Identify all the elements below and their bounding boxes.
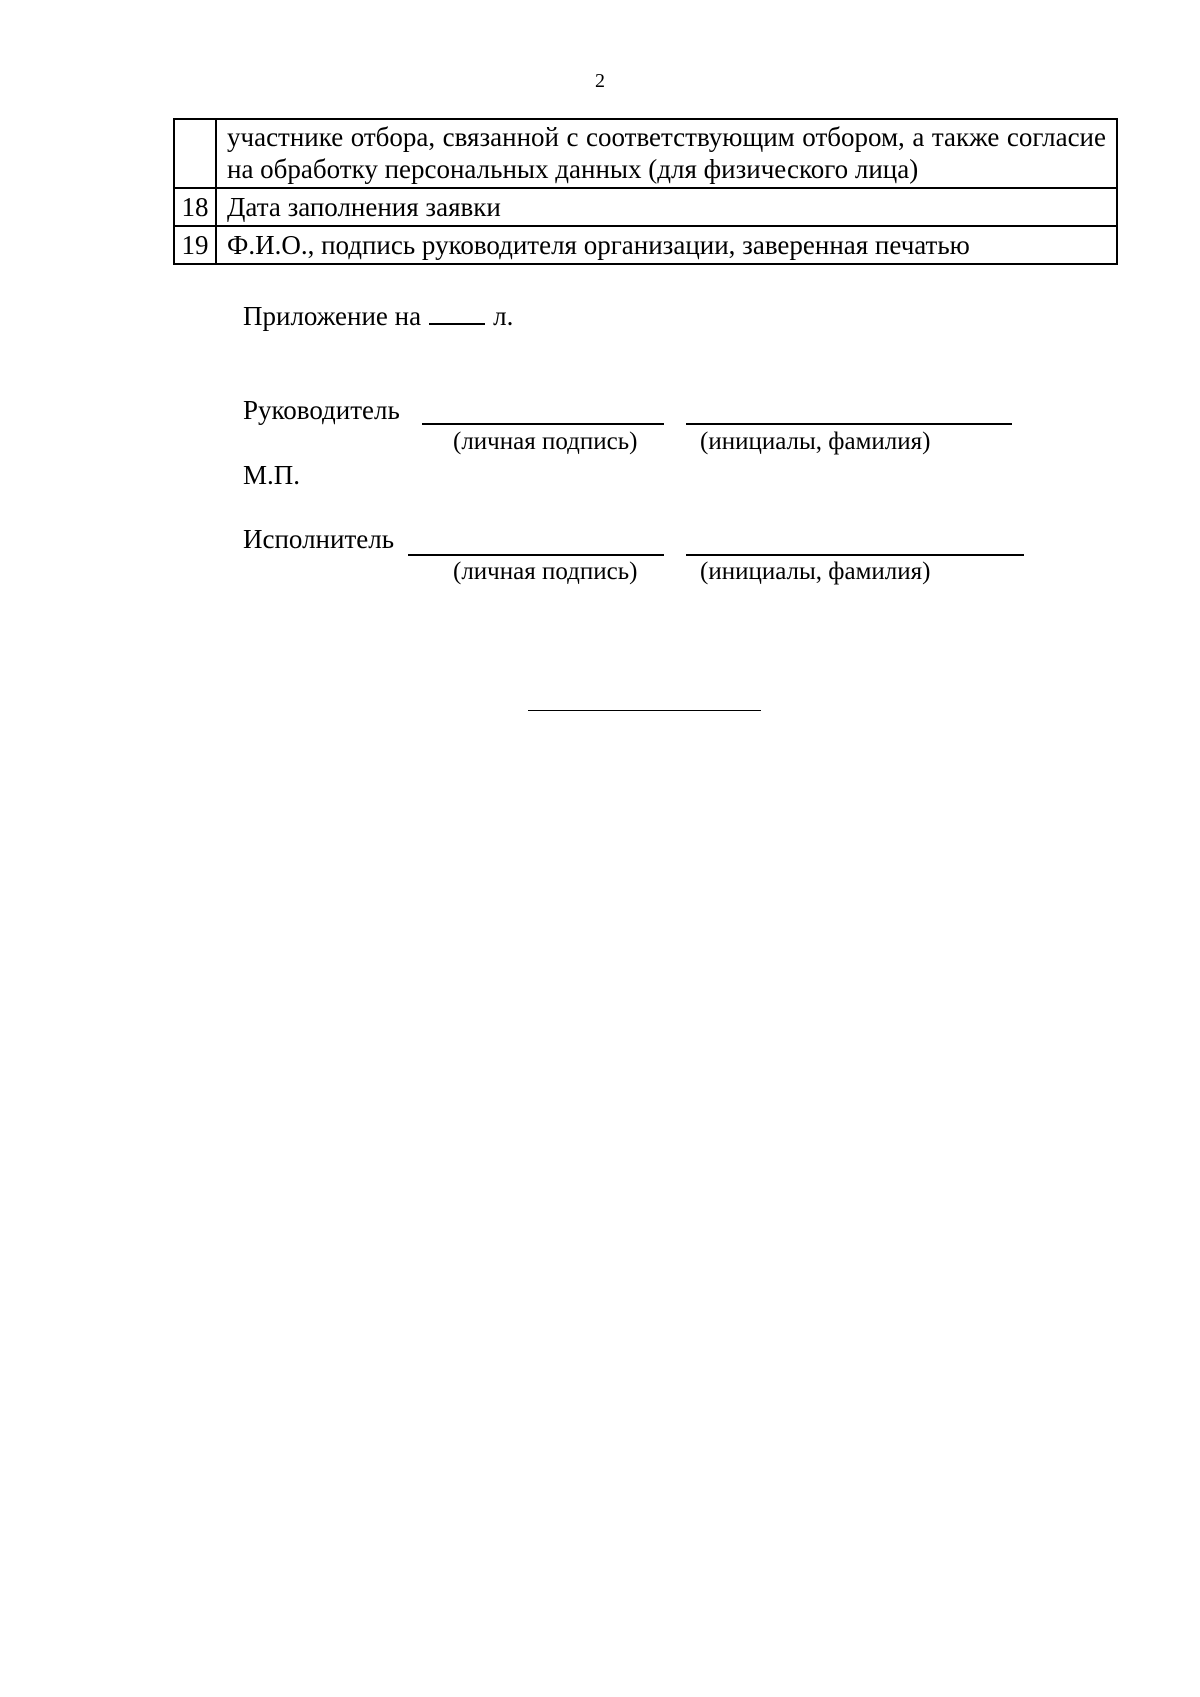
table-row: [174, 226, 1117, 264]
executor-label: Исполнитель: [243, 524, 395, 554]
row-number: 19: [174, 226, 216, 264]
row-text: Ф.И.О., подпись руководителя организации, заверенная печатью: [216, 226, 1117, 264]
appendix-suffix: л.: [493, 301, 514, 331]
head-name-caption: (инициалы, фамилия): [700, 428, 931, 455]
executor-name-caption: (инициалы, фамилия): [700, 558, 931, 585]
row-number: [174, 119, 216, 188]
head-signature-line: [422, 423, 664, 425]
executor-name-line: [686, 554, 1024, 556]
end-divider: [528, 710, 761, 711]
row-text: Дата заполнения заявки: [216, 188, 1117, 226]
executor-signature-caption: (личная подпись): [453, 558, 638, 585]
executor-signature-line: [408, 554, 664, 556]
table-row: [174, 119, 1117, 188]
requirements-table: [173, 118, 1118, 265]
head-name-line: [686, 423, 1012, 425]
row-number: 18: [174, 188, 216, 226]
stamp-label: М.П.: [243, 460, 301, 490]
appendix-line: [243, 297, 513, 332]
head-signature-caption: (личная подпись): [453, 428, 638, 455]
row-text: участнике отбора, связанной с соответствующим отбором, а также согласие на обработку персональных данных (для физического лица): [216, 119, 1117, 188]
appendix-prefix: Приложение на: [243, 301, 422, 331]
head-label: Руководитель: [243, 395, 400, 425]
table-row: [174, 188, 1117, 226]
appendix-pages-blank: [429, 297, 485, 325]
page-number: 2: [595, 70, 605, 92]
